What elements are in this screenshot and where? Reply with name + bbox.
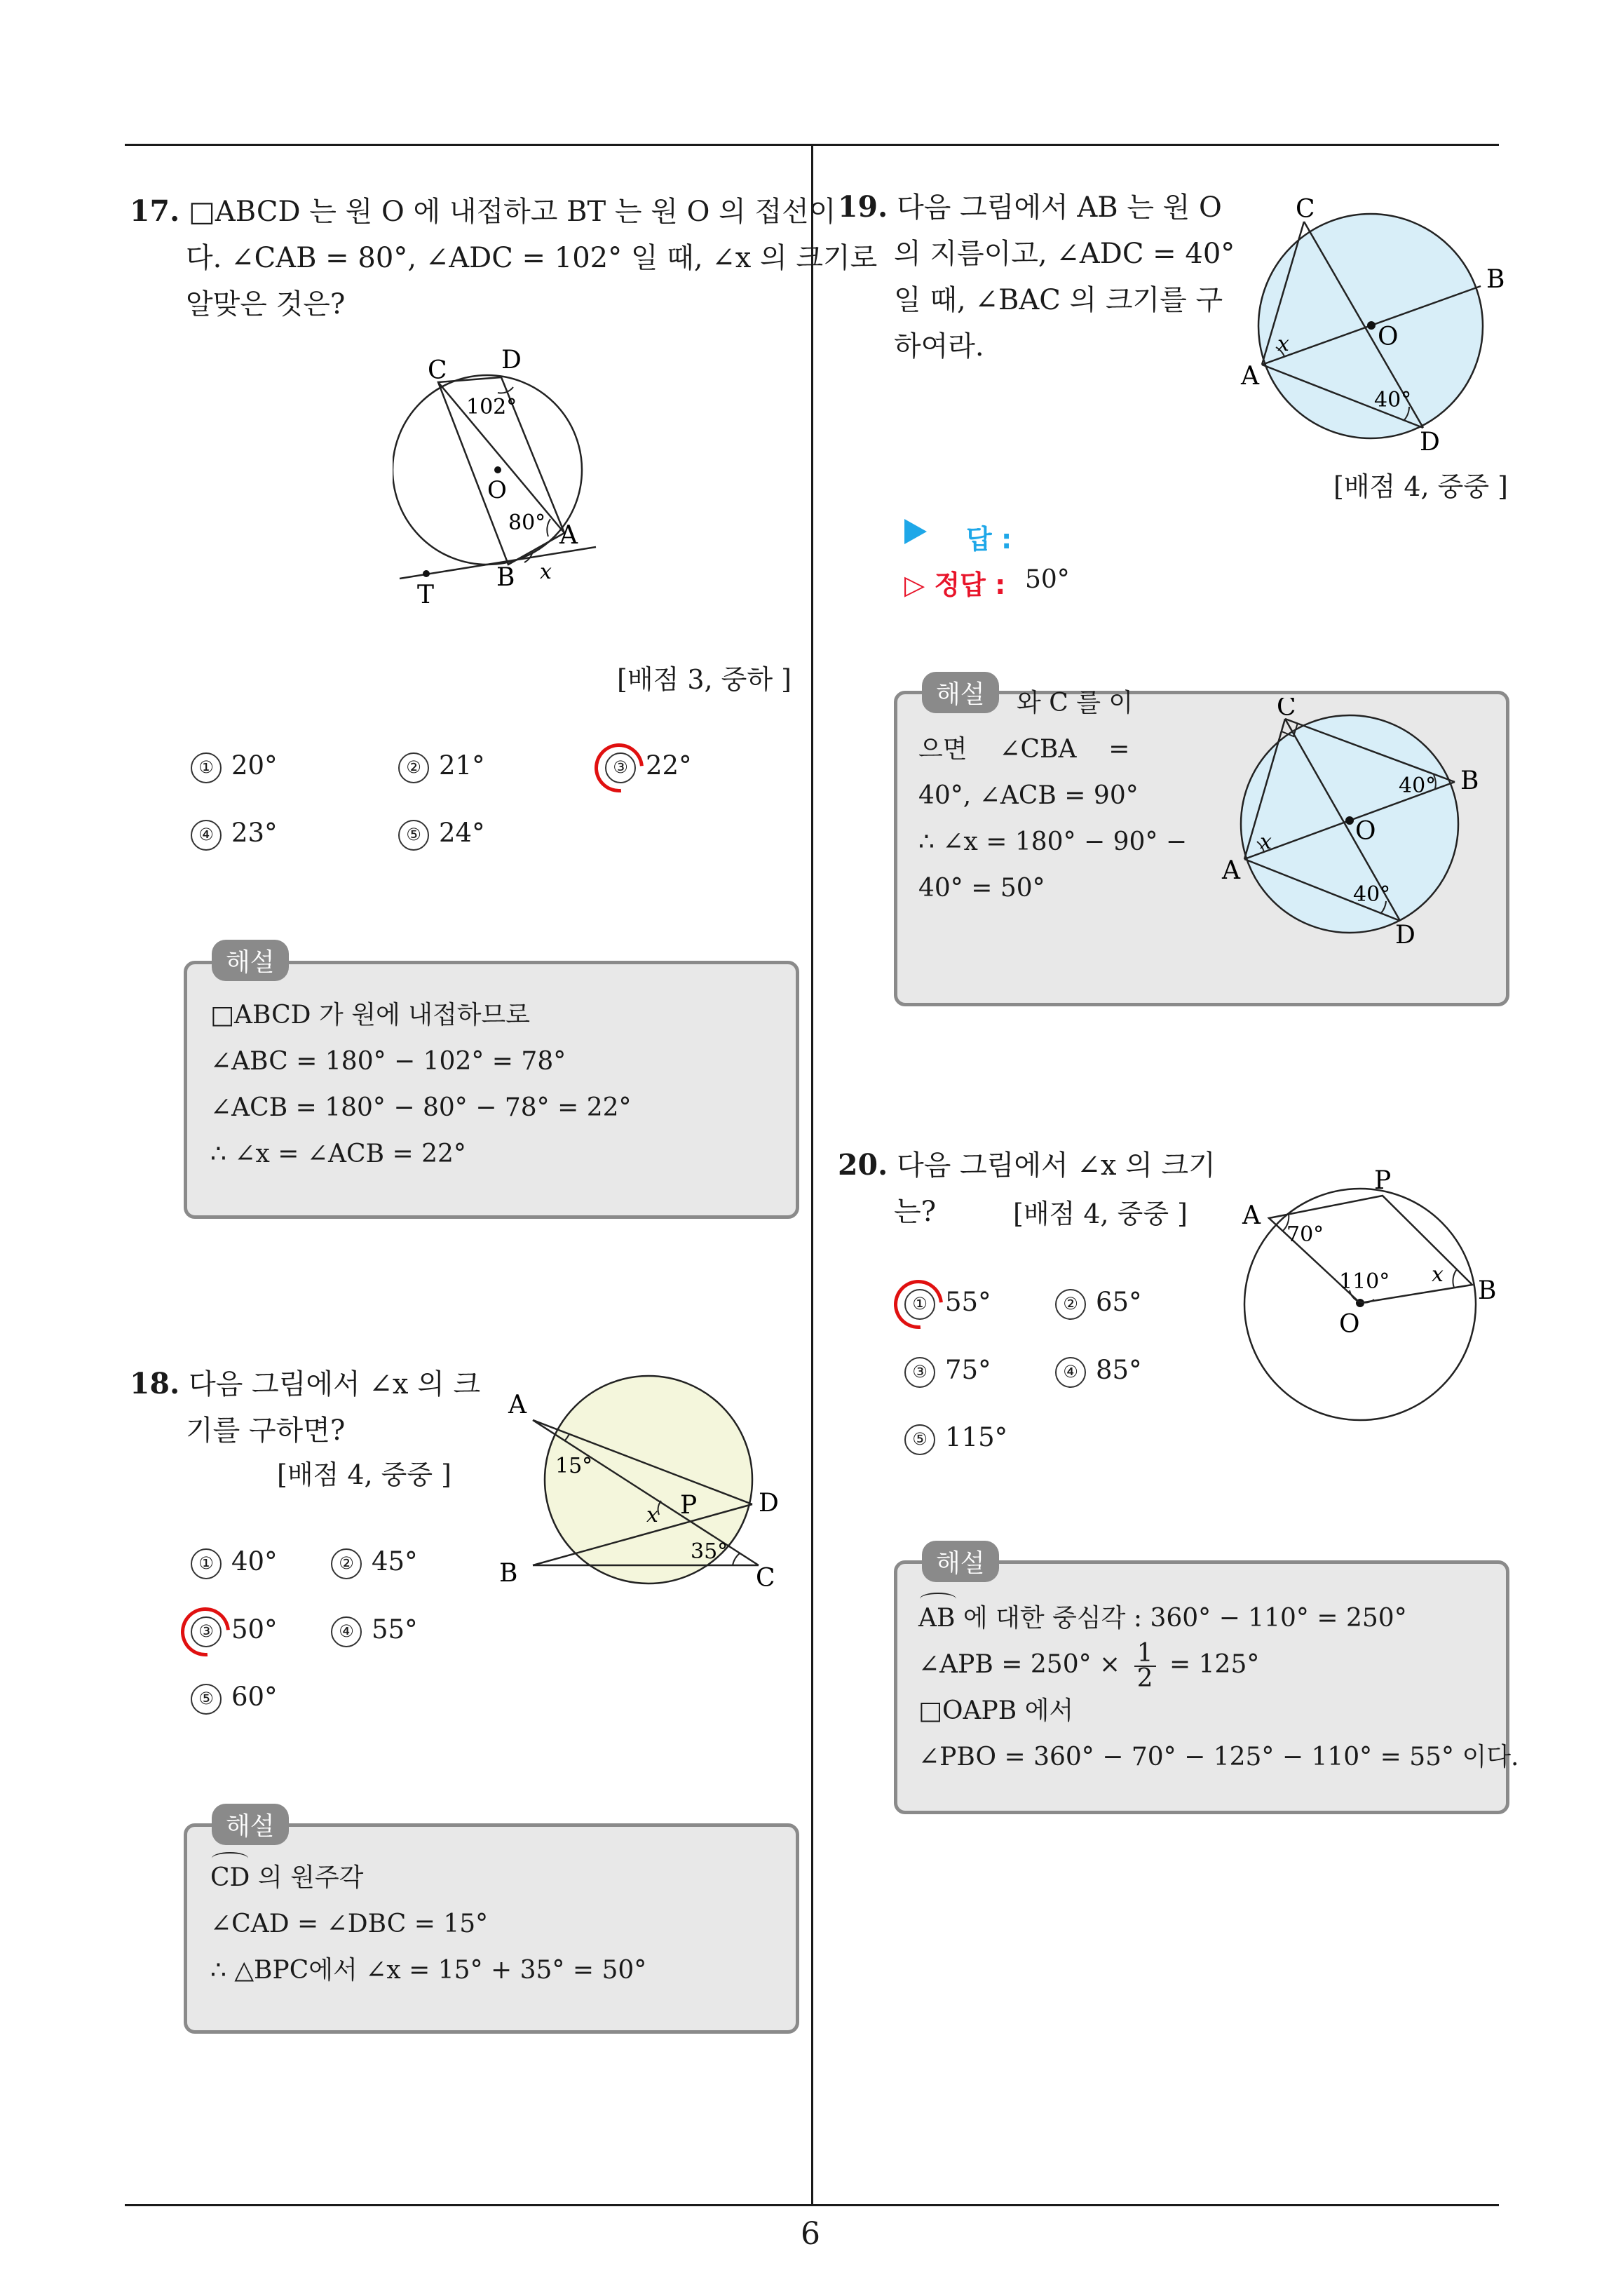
q18-points: [배점 4, 중중 ] xyxy=(277,1459,451,1490)
q20-line1: 다음 그림에서 ∠x 의 크기 xyxy=(897,1149,1216,1182)
q20-fraction-numerator: 1 xyxy=(1134,1642,1156,1667)
q20-choice-3[interactable]: ③ 75° xyxy=(904,1355,991,1388)
q19-solution-tag: 해설 xyxy=(922,672,999,713)
q19-sol-label-c: C xyxy=(1277,698,1296,722)
q19-sol-label-b: B xyxy=(1460,767,1479,795)
q20-label-70: 70° xyxy=(1286,1222,1324,1247)
q19-sol-label-40b: 40° xyxy=(1399,774,1437,798)
q20-choice-2[interactable]: ② 65° xyxy=(1055,1287,1142,1320)
q19-stem xyxy=(838,184,1235,370)
q19-line4: 하여라. xyxy=(894,330,984,363)
q19-solution-line4: ∴ ∠x = 180° − 90° − xyxy=(918,828,1188,856)
q20-fraction xyxy=(1134,1639,1156,1693)
q17-label-t: T xyxy=(417,581,435,609)
q18-stem xyxy=(130,1360,494,1454)
q17-line1: □ABCD 는 원 O 에 내접하고 BT 는 원 O 의 접선이 xyxy=(189,196,836,228)
q19-line2: 의 지름이고, ∠ADC = 40° xyxy=(894,238,1235,270)
column-divider xyxy=(811,144,813,2206)
q20-fraction-denominator: 2 xyxy=(1136,1664,1153,1693)
q20-choice-4[interactable]: ④ 85° xyxy=(1055,1355,1142,1388)
q19-number: 19. xyxy=(838,190,888,224)
q18-choice-3[interactable]: ③ 50° xyxy=(191,1614,278,1647)
q17-label-b: B xyxy=(496,563,515,592)
q20-arc-symbol xyxy=(920,1593,956,1605)
q17-label-102: 102° xyxy=(466,395,517,419)
q18-line1: 다음 그림에서 ∠x 의 크 xyxy=(189,1368,481,1400)
q19-solution-line1: 와 C 를 이 xyxy=(1017,689,1134,717)
q19-correct-value: 50° xyxy=(1025,565,1070,594)
q17-label-o: O xyxy=(487,476,507,504)
q18-label-15: 15° xyxy=(555,1454,593,1478)
q17-answer-mark xyxy=(585,734,654,803)
q17-label-c: C xyxy=(428,356,447,385)
q18-figure xyxy=(491,1375,799,1592)
q18-line2: 기를 구하면? xyxy=(186,1414,346,1447)
q18-choice-5[interactable]: ⑤ 60° xyxy=(191,1682,278,1715)
q19-label-x: x xyxy=(1277,332,1289,356)
q19-sol-label-o: O xyxy=(1355,817,1376,846)
q20-solution-line2: ∠APB = 250° × $\frac{1}{2}$ = 125° xyxy=(918,1639,1260,1693)
q18-label-p: P xyxy=(680,1491,698,1520)
q17-choice-5[interactable]: ⑤ 24° xyxy=(398,818,485,851)
q19-points: [배점 4, 중중 ] xyxy=(1333,471,1508,502)
q20-answer-mark xyxy=(884,1270,953,1339)
q17-angle-arc-a xyxy=(547,519,550,536)
q20-label-p: P xyxy=(1374,1166,1392,1195)
q20-label-o: O xyxy=(1339,1310,1360,1339)
q19-figure xyxy=(1234,196,1514,463)
q19-line3: 일 때, ∠BAC 의 크기를 구 xyxy=(894,284,1223,316)
q18-solution-line1: CD 의 원주각 xyxy=(210,1855,363,1901)
q19-correct-label: ▷ 정답 : xyxy=(904,569,1006,600)
q17-number: 17. xyxy=(130,194,180,228)
q18-label-d: D xyxy=(759,1489,779,1518)
q18-solution-line2: ∠CAD = ∠DBC = 15° xyxy=(210,1910,489,1938)
page-number: 6 xyxy=(801,2216,820,2252)
q20-label-110: 110° xyxy=(1339,1269,1390,1294)
q17-label-80: 80° xyxy=(508,511,546,535)
q19-solution-line2: 으면 ∠CBA = xyxy=(918,735,1130,764)
q20-solution-line3: □OAPB 에서 xyxy=(918,1696,1074,1725)
q18-solution-tag: 해설 xyxy=(212,1804,289,1845)
q20-solution-line4: ∠PBO = 360° − 70° − 125° − 110° = 55° 이다. xyxy=(918,1743,1519,1771)
q17-center-dot xyxy=(494,466,501,473)
q18-label-c: C xyxy=(756,1564,775,1592)
q17-label-a: A xyxy=(559,521,578,550)
q17-figure xyxy=(393,344,603,610)
q19-solution-line3: 40°, ∠ACB = 90° xyxy=(918,781,1139,810)
q18-label-a: A xyxy=(508,1391,527,1419)
q18-number: 18. xyxy=(130,1367,180,1400)
q20-choice-1[interactable]: ① 55° xyxy=(904,1287,991,1320)
q20-label-x: x xyxy=(1432,1262,1444,1287)
q19-label-o: O xyxy=(1378,323,1399,351)
q17-choice-2[interactable]: ② 21° xyxy=(398,750,485,783)
q17-points: [배점 3, 중하 ] xyxy=(617,664,792,695)
q20-number: 20. xyxy=(838,1148,888,1182)
q17-solution-line1: □ABCD 가 원에 내접하므로 xyxy=(210,1001,531,1029)
q18-solution-line3: ∴ △BPC에서 ∠x = 15° + 35° = 50° xyxy=(210,1956,647,1985)
q18-arc-symbol xyxy=(212,1852,248,1865)
q19-label-b: B xyxy=(1486,265,1505,294)
q19-sol-label-d: D xyxy=(1395,921,1415,950)
q18-angle-arc-c xyxy=(733,1553,740,1565)
q17-solution-line4: ∴ ∠x = ∠ACB = 22° xyxy=(210,1140,466,1168)
q19-answer-arrow-icon xyxy=(904,519,927,544)
q17-label-x: x xyxy=(540,560,552,584)
q17-choice-4[interactable]: ④ 23° xyxy=(191,818,278,851)
q18-choice-4[interactable]: ④ 55° xyxy=(331,1614,418,1647)
q20-choice-5[interactable]: ⑤ 115° xyxy=(904,1422,1007,1455)
q20-angle-arc-b xyxy=(1453,1269,1457,1288)
q20-points: [배점 4, 중중 ] xyxy=(1013,1198,1188,1229)
q17-line3: 알맞은 것은? xyxy=(186,288,346,320)
q18-choice-2[interactable]: ② 45° xyxy=(331,1546,418,1579)
q19-solution-line5: 40° = 50° xyxy=(918,874,1045,903)
q18-label-b: B xyxy=(499,1559,518,1588)
q20-figure xyxy=(1234,1161,1507,1434)
q18-answer-mark xyxy=(171,1598,240,1667)
q19-sol-label-a: A xyxy=(1222,856,1240,885)
q19-solution-figure xyxy=(1209,698,1490,957)
q17-point-t xyxy=(423,570,430,577)
q19-label-40: 40° xyxy=(1374,388,1412,412)
q20-label-b: B xyxy=(1478,1276,1497,1305)
q20-solution-line1: AB 에 대한 중심각 : 360° − 110° = 250° xyxy=(918,1595,1407,1642)
q19-sol-label-x: x xyxy=(1260,830,1272,854)
q17-solution-line2: ∠ABC = 180° − 102° = 78° xyxy=(210,1047,566,1076)
q19-center-dot xyxy=(1367,321,1376,330)
q19-answer-label: 답 : xyxy=(966,524,1012,555)
q19-label-d: D xyxy=(1420,428,1440,457)
q17-choice-1[interactable]: ① 20° xyxy=(191,750,278,783)
q20-line2: 는? xyxy=(894,1196,937,1228)
q19-label-c: C xyxy=(1296,196,1315,224)
q17-label-d: D xyxy=(501,346,522,374)
q20-solution-tag: 해설 xyxy=(922,1541,999,1582)
q19-label-a: A xyxy=(1241,362,1259,391)
q17-line2: 다. ∠CAB = 80°, ∠ADC = 102° 일 때, ∠x 의 크기로 xyxy=(186,242,878,274)
q18-label-35: 35° xyxy=(691,1539,728,1564)
q19-line1: 다음 그림에서 AB 는 원 O xyxy=(897,191,1222,224)
q17-solution-line3: ∠ACB = 180° − 80° − 78° = 22° xyxy=(210,1093,632,1122)
q18-choice-1[interactable]: ① 40° xyxy=(191,1546,278,1579)
q20-label-a: A xyxy=(1242,1201,1261,1230)
q18-label-x: x xyxy=(646,1503,658,1527)
q19-sol-center-dot xyxy=(1345,816,1354,825)
q17-choice-3[interactable]: ③ 22° xyxy=(605,750,692,783)
bottom-rule xyxy=(125,2204,1499,2206)
q19-sol-label-40d: 40° xyxy=(1353,882,1391,907)
q17-solution-tag: 해설 xyxy=(212,940,289,981)
